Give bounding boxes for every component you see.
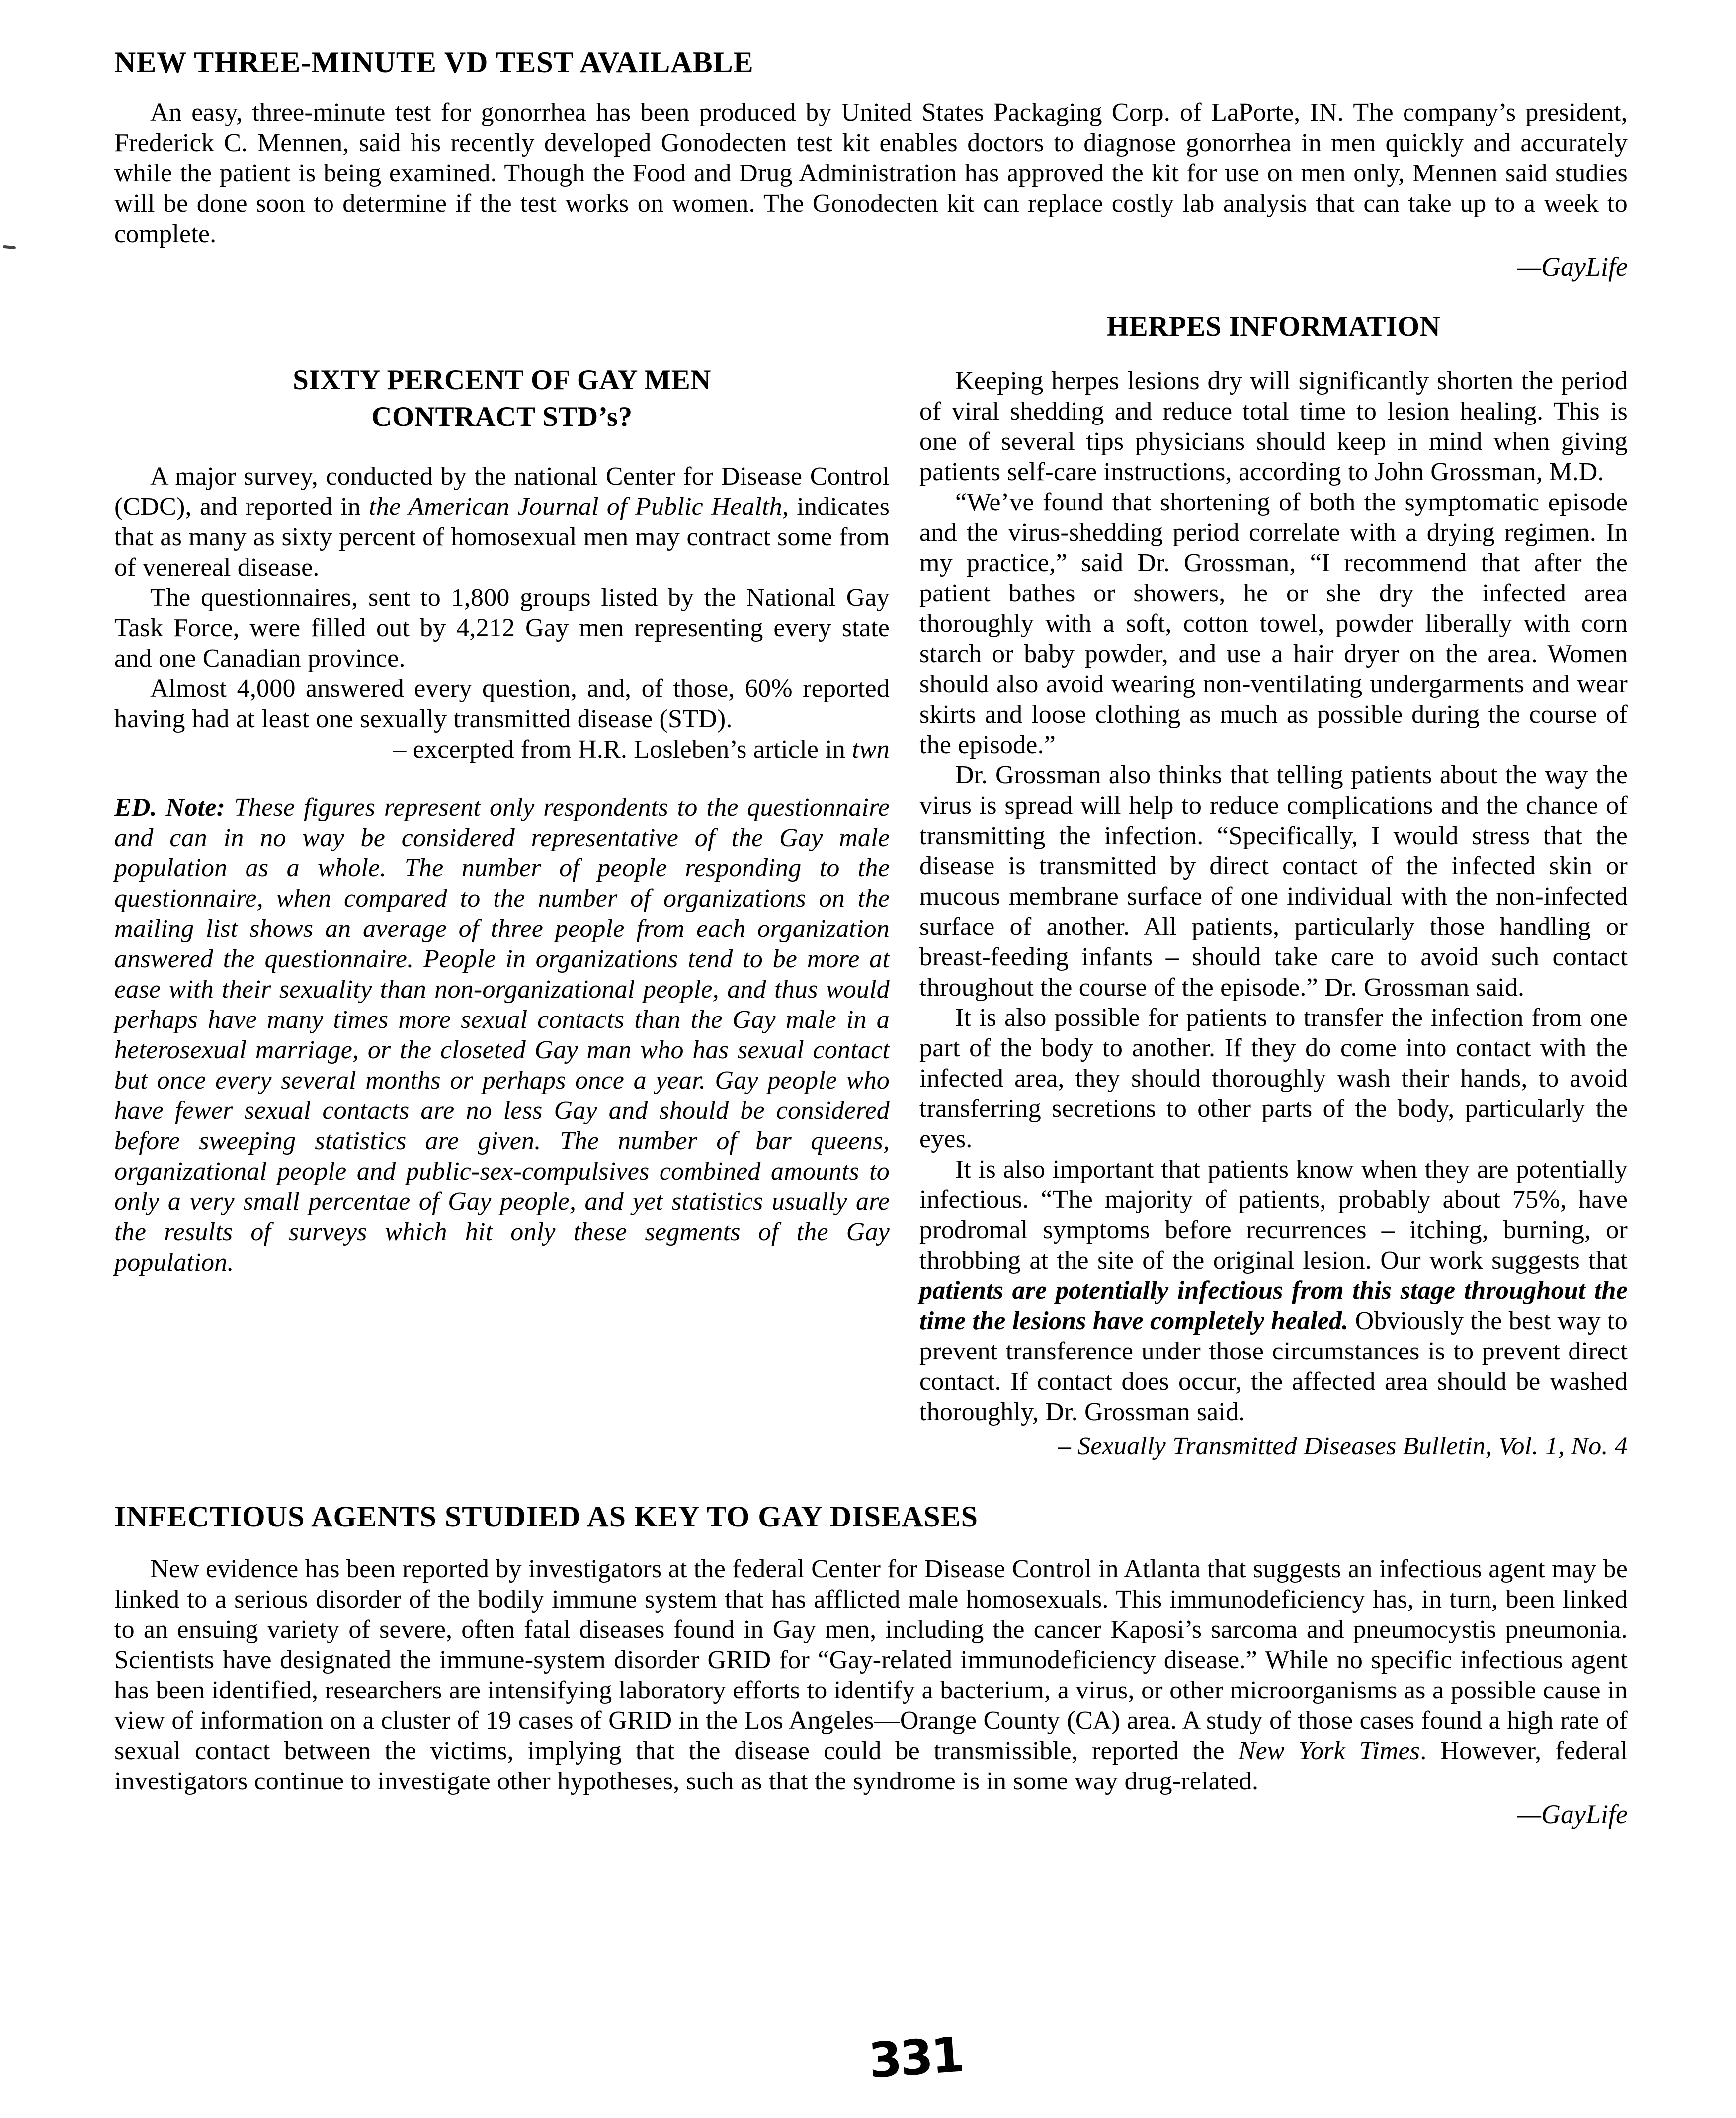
text-segment: – Sexually Transmitted Diseases Bulletin, Vol. 1, No. 4: [1058, 1432, 1628, 1461]
article-sixty-paragraph-3: [114, 674, 890, 734]
article-herpes-paragraph-3: [919, 760, 1628, 1003]
text-segment: Dr. Grossman also thinks that telling patients about the way the virus is spread will help to reduce complications and the chance of transmitting the infection. “Specifically, I would stress that the disease is transmitted by direct contact of the infected skin or mucous membrane surface of one individual with the non-infected surface of another. All patients, particularly those handling or breast-feeding infants – should take care to avoid such contact throughout the course of the episode.” Dr. Grossman said.: [919, 761, 1628, 1002]
text-segment: patients are potentially infectious from this stage throughout the time the lesions have completely healed.: [919, 1276, 1628, 1336]
article-sixty-editor-note: [114, 792, 890, 1277]
page-number: 331: [867, 2027, 965, 2089]
text-segment: A major survey, conducted by the national Center for Disease Control (CDC), and reported in: [114, 462, 890, 521]
article-sixty-title-line2: CONTRACT STD’s?: [371, 401, 633, 433]
article-herpes-paragraph-1: [919, 366, 1628, 487]
article-vd-test: [114, 46, 1628, 282]
text-segment: It is also possible for patients to transfer the infection from one part of the body to another. If they do come into contact with the infected area, they should thoroughly wash their hands, to avoid transferring secretions to other parts of the body, particularly the eyes.: [919, 1004, 1628, 1154]
text-segment: The questionnaires, sent to 1,800 groups listed by the National Gay Task Force, were filled out by 4,212 Gay men representing every state and one Canadian province.: [114, 584, 890, 673]
text-segment: the American Journal of Public Health,: [369, 493, 789, 521]
article-vd-test-body: [114, 97, 1628, 249]
text-segment: Obviously the best way to prevent transference under those circumstances is to prevent direct contact. If contact does occur, the affected area should be washed thoroughly, Dr. Grossman said.: [919, 1307, 1628, 1427]
text-segment: ED. Note:: [114, 793, 234, 822]
text-segment: An easy, three-minute test for gonorrhea has been produced by United States Packaging Corp. of LaPorte, IN. The company’s president, Frederick C. Mennen, said his recently developed Gonodecten test kit enables doctors to diagnose gonorrhea in men quickly and accurately while the patient is being examined. Though the Food and Drug Administration has approved the kit for use on men only, Mennen said studies will be done soon to determine if the test works on women. The Gonodecten kit can replace costly lab analysis that can take up to a week to complete.: [114, 98, 1628, 248]
article-sixty-excerpt-credit: [114, 734, 890, 764]
article-sixty-paragraph-2: [114, 583, 890, 674]
article-infectious-byline: —GayLife: [1517, 1799, 1628, 1830]
scan-artifact-dash: [3, 245, 16, 250]
text-segment: “We’ve found that shortening of both the symptomatic episode and the virus-shedding period correlate with a drying regimen. In my practice,” said Dr. Grossman, “I recommend that after the patient bathes or showers, he or she dry the infected area thoroughly with a soft, cotton towel, powder liberally with corn starch or baby powder, and use a hair dryer on the area. Women should also avoid wearing non-ventilating undergarments and wear skirts and loose clothing as much as possible during the course of the episode.”: [919, 488, 1628, 760]
article-infectious-body: [114, 1554, 1628, 1796]
article-herpes-paragraph-2: [919, 487, 1628, 760]
article-herpes-paragraph-5: [919, 1154, 1628, 1427]
article-vd-test-title: NEW THREE-MINUTE VD TEST AVAILABLE: [114, 46, 754, 79]
text-segment: – excerpted from H.R. Losleben’s article in: [393, 735, 852, 764]
article-sixty-title: [114, 362, 890, 435]
text-segment: . However, federal investigators continue to investigate other hypotheses, such as that the syndrome is in some way drug-related.: [114, 1737, 1628, 1796]
article-herpes-citation: [919, 1431, 1628, 1461]
left-column: [114, 308, 890, 1277]
text-segment: Almost 4,000 answered every question, and, of those, 60% reported having had at least one sexually transmitted disease (STD).: [114, 675, 890, 734]
article-sixty-title-line1: SIXTY PERCENT OF GAY MEN: [293, 364, 711, 396]
right-column: [919, 308, 1628, 1461]
text-segment: These figures represent only respondents to the questionnaire and can in no way be considered representative of the Gay male population as a whole. The number of people responding to the questionnaire, when compared to the number of organizations on the mailing list shows an average of three people from each organization answered the questionnaire. People in organizations tend to be more at ease with their sexuality than non-organizational people, and thus would perhaps have many times more sexual contacts than the Gay male in a heterosexual marriage, or the closeted Gay man who has sexual contact but once every several months or perhaps once a year. Gay people who have fewer sexual contacts are no less Gay and should be considered before sweeping statistics are given. The number of bar queens, organizational people and public-sex-compulsives combined amounts to only a very small percentae of Gay people, and yet statistics usually are the results of surveys which hit only these segments of the Gay population.: [114, 793, 890, 1277]
article-vd-test-byline: —GayLife: [1517, 252, 1628, 282]
text-segment: New evidence has been reported by investigators at the federal Center for Disease Control in Atlanta that suggests an infectious agent may be linked to a serious disorder of the bodily immune system that has afflicted male homosexuals. This immunodeficiency has, in turn, been linked to an ensuing variety of severe, often fatal diseases found in Gay men, including the cancer Kaposi’s sarcoma and pneumocystis pneumonia. Scientists have designated the immune-system disorder GRID for “Gay-related immunodeficiency disease.” While no specific infectious agent has been identified, researchers are intensifying laboratory efforts to identify a bacterium, a virus, or other microorganisms as a possible cause in view of information on a cluster of 19 cases of GRID in the Los Angeles—Orange County (CA) area. A study of those cases found a high rate of sexual contact between the victims, implying that the disease could be transmissible, reported the: [114, 1555, 1628, 1766]
article-infectious: [114, 1500, 1628, 1830]
text-segment: It is also important that patients know when they are potentially infectious. “The majority of patients, probably about 75%, have prodromal symptoms before recurrences – itching, burning, or throbbing at the site of the original lesion. Our work suggests that: [919, 1155, 1628, 1275]
text-segment: New York Times: [1238, 1737, 1420, 1766]
article-sixty-paragraph-1: [114, 461, 890, 583]
text-segment: Keeping herpes lesions dry will significantly shorten the period of viral shedding and reduce total time to lesion healing. This is one of several tips physicians should keep in mind when giving patients self-care instructions, according to John Grossman, M.D.: [919, 367, 1628, 487]
text-segment: indicates that as many as sixty percent of homosexual men may contract some from of venereal disease.: [114, 493, 890, 582]
article-herpes-title: HERPES INFORMATION: [1106, 311, 1441, 342]
text-segment: twn: [852, 735, 890, 764]
page-content: [114, 46, 1628, 1830]
article-infectious-title: INFECTIOUS AGENTS STUDIED AS KEY TO GAY DISEASES: [114, 1500, 979, 1533]
article-herpes-paragraph-4: [919, 1003, 1628, 1154]
two-column-section: [114, 308, 1628, 1461]
